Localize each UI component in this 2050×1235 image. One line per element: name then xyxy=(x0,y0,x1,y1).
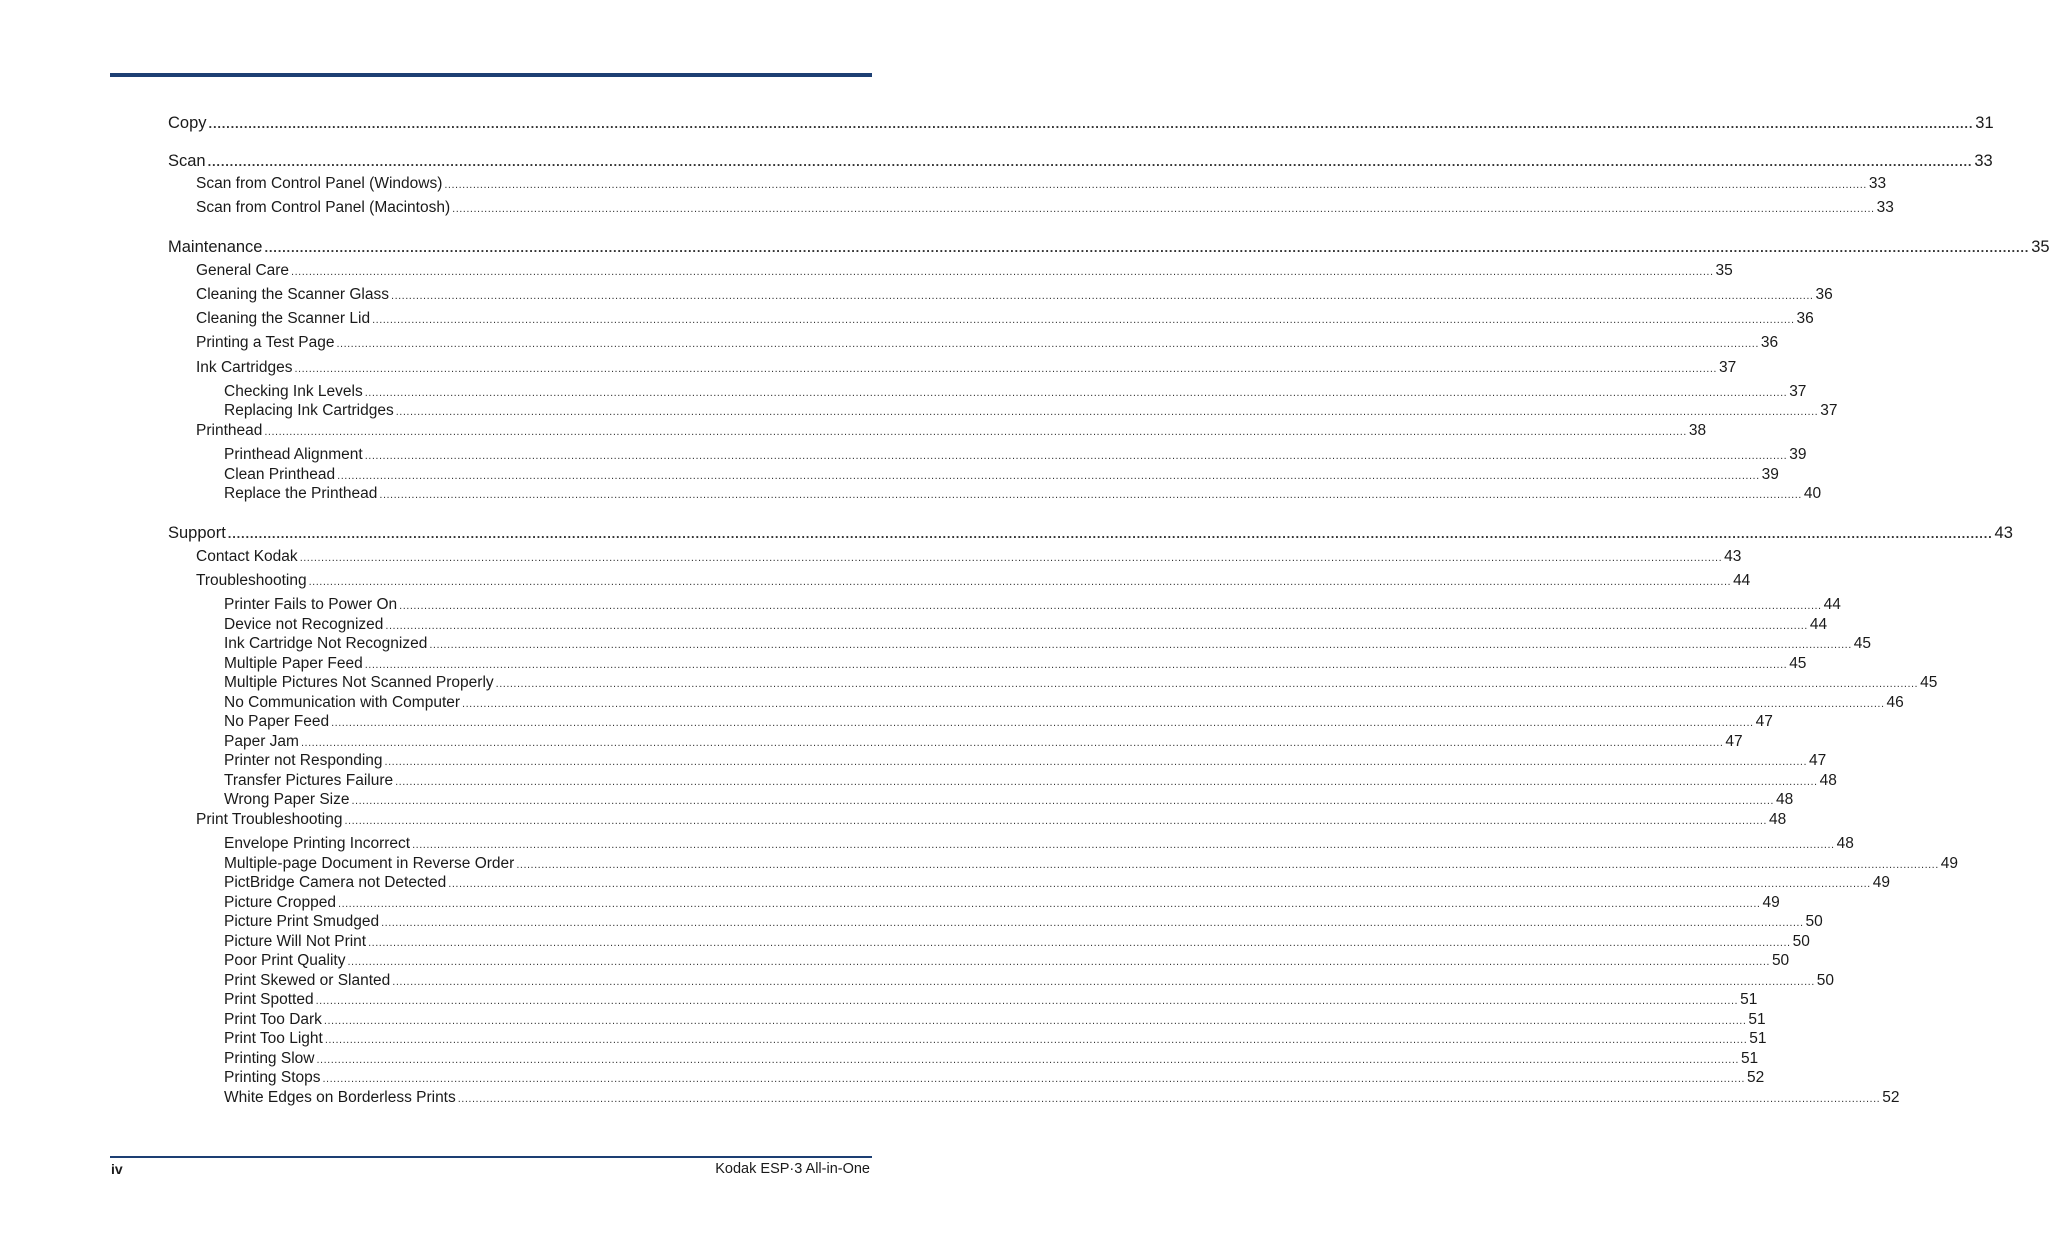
toc-entry[interactable] xyxy=(224,990,1758,1011)
toc-entry[interactable] xyxy=(224,854,1959,875)
toc-entry[interactable] xyxy=(168,523,2013,544)
toc-entry-page-number: 37 xyxy=(1820,402,1838,419)
toc-entry-label: Troubleshooting xyxy=(196,572,307,589)
dot-leader: ................................................................................................................................................................................................................................................................................................................................................................................................................ xyxy=(364,387,1788,399)
toc-entry[interactable] xyxy=(224,732,1743,753)
toc-entry-label: Printer not Responding xyxy=(224,752,383,769)
toc-entry-label: Multiple Pictures Not Scanned Properly xyxy=(224,674,494,691)
dot-leader: ................................................................................................................................................................................................................................................................................................................................................................................................................ xyxy=(315,995,1739,1007)
footer-rule xyxy=(110,1156,872,1158)
toc-entry[interactable] xyxy=(224,634,1872,655)
dot-leader: ................................................................................................................................................................................................................................................................................................................................................................................................................ xyxy=(207,154,1973,169)
dot-leader: ................................................................................................................................................................................................................................................................................................................................................................................................................ xyxy=(385,620,1808,632)
toc-entry-label: Print Spotted xyxy=(224,991,314,1008)
dot-leader: ................................................................................................................................................................................................................................................................................................................................................................................................................ xyxy=(264,426,1687,438)
toc-entry-label: Transfer Pictures Failure xyxy=(224,772,394,789)
toc-entry-label: General Care xyxy=(196,262,290,279)
toc-entry-label: Contact Kodak xyxy=(196,548,298,565)
dot-leader: ................................................................................................................................................................................................................................................................................................................................................................................................................ xyxy=(264,240,2030,255)
toc-entry-label: Printhead xyxy=(196,422,263,439)
toc-entry-page-number: 47 xyxy=(1809,752,1827,769)
toc-entry[interactable] xyxy=(224,1088,1900,1109)
dot-leader: ................................................................................................................................................................................................................................................................................................................................................................................................................ xyxy=(395,406,1819,418)
toc-entry-label: Printing Slow xyxy=(224,1050,315,1067)
dot-leader: ................................................................................................................................................................................................................................................................................................................................................................................................................ xyxy=(444,179,1867,191)
toc-entry[interactable] xyxy=(224,484,1822,505)
toc-entry-label: Print Too Light xyxy=(224,1030,323,1047)
dot-leader: ................................................................................................................................................................................................................................................................................................................................................................................................................ xyxy=(300,737,1724,749)
dot-leader: ................................................................................................................................................................................................................................................................................................................................................................................................................ xyxy=(381,917,1804,929)
dot-leader: ................................................................................................................................................................................................................................................................................................................................................................................................................ xyxy=(336,338,1759,350)
toc-entry[interactable] xyxy=(224,790,1794,811)
dot-leader: ................................................................................................................................................................................................................................................................................................................................................................................................................ xyxy=(384,756,1808,768)
dot-leader: ................................................................................................................................................................................................................................................................................................................................................................................................................ xyxy=(399,600,1822,612)
toc-entry[interactable] xyxy=(224,615,1828,636)
dot-leader: ................................................................................................................................................................................................................................................................................................................................................................................................................ xyxy=(331,717,1754,729)
toc-entry-label: Ink Cartridges xyxy=(196,359,293,376)
toc-entry-label: Envelope Printing Incorrect xyxy=(224,835,411,852)
toc-entry-label: Maintenance xyxy=(168,238,263,256)
dot-leader: ................................................................................................................................................................................................................................................................................................................................................................................................................ xyxy=(294,363,1717,375)
toc-entry-label: Ink Cartridge Not Recognized xyxy=(224,635,428,652)
toc-entry-page-number: 50 xyxy=(1816,972,1835,989)
dot-leader: ................................................................................................................................................................................................................................................................................................................................................................................................................ xyxy=(364,659,1788,671)
toc-entry-label: Picture Cropped xyxy=(224,894,337,911)
toc-entry-label: Cleaning the Scanner Lid xyxy=(196,310,371,327)
toc-entry-label: Print Too Dark xyxy=(224,1011,322,1028)
toc-entry-label: Scan from Control Panel (Windows) xyxy=(196,175,443,192)
toc-entry[interactable] xyxy=(196,309,1814,330)
toc-entry-label: Poor Print Quality xyxy=(224,952,346,969)
toc-entry[interactable] xyxy=(224,893,1780,914)
toc-entry[interactable] xyxy=(224,712,1773,733)
toc-entry-label: Multiple Paper Feed xyxy=(224,655,363,672)
toc-entry-label: Multiple-page Document in Reverse Order xyxy=(224,855,515,872)
toc-entry[interactable] xyxy=(168,151,1993,172)
toc-entry[interactable] xyxy=(224,873,1890,894)
dot-leader: ................................................................................................................................................................................................................................................................................................................................................................................................................ xyxy=(452,203,1875,215)
toc-entry[interactable] xyxy=(196,358,1737,379)
dot-leader: ................................................................................................................................................................................................................................................................................................................................................................................................................ xyxy=(429,639,1852,651)
toc-entry-page-number: 37 xyxy=(1718,359,1737,376)
toc-entry-label: Scan xyxy=(168,152,206,170)
toc-entry-page-number: 44 xyxy=(1823,596,1841,613)
dot-leader: ................................................................................................................................................................................................................................................................................................................................................................................................................ xyxy=(351,795,1774,807)
toc-entry-page-number: 44 xyxy=(1809,616,1828,633)
dot-leader: ................................................................................................................................................................................................................................................................................................................................................................................................................ xyxy=(395,776,1818,788)
toc-entry-page-number: 36 xyxy=(1796,310,1814,327)
toc-entry-label: No Communication with Computer xyxy=(224,694,461,711)
footer-page-number: iv xyxy=(111,1161,123,1177)
dot-leader: ................................................................................................................................................................................................................................................................................................................................................................................................................ xyxy=(457,1093,1881,1105)
toc-entry-label: Checking Ink Levels xyxy=(224,383,363,400)
toc-entry-label: Printer Fails to Power On xyxy=(224,596,398,613)
dot-leader: ................................................................................................................................................................................................................................................................................................................................................................................................................ xyxy=(368,937,1791,949)
toc-entry[interactable] xyxy=(196,261,1733,282)
toc-entry-page-number: 43 xyxy=(1724,548,1742,565)
toc-entry-page-number: 40 xyxy=(1803,485,1822,502)
toc-entry-page-number: 39 xyxy=(1761,466,1779,483)
toc-entry-label: Printing a Test Page xyxy=(196,334,335,351)
toc-entry-label: No Paper Feed xyxy=(224,713,330,730)
dot-leader: ................................................................................................................................................................................................................................................................................................................................................................................................................ xyxy=(208,116,1974,131)
toc-entry-page-number: 52 xyxy=(1882,1089,1900,1106)
toc-entry-label: Printhead Alignment xyxy=(224,446,363,463)
toc-entry-page-number: 33 xyxy=(1868,175,1887,192)
dot-leader: ................................................................................................................................................................................................................................................................................................................................................................................................................ xyxy=(299,552,1723,564)
toc-entry[interactable] xyxy=(196,547,1742,568)
toc-entry-page-number: 39 xyxy=(1789,446,1807,463)
header-rule xyxy=(110,73,872,77)
toc-entry-page-number: 48 xyxy=(1819,772,1837,789)
toc-entry[interactable] xyxy=(196,285,1833,306)
toc-entry[interactable] xyxy=(224,834,1854,855)
toc-entry-page-number: 48 xyxy=(1768,811,1787,828)
toc-entry-page-number: 51 xyxy=(1740,991,1758,1008)
toc-entry-label: Print Skewed or Slanted xyxy=(224,972,391,989)
toc-entry-label: Cleaning the Scanner Glass xyxy=(196,286,390,303)
toc-entry[interactable] xyxy=(224,932,1810,953)
toc-entry-label: PictBridge Camera not Detected xyxy=(224,874,447,891)
toc-entry-page-number: 48 xyxy=(1775,791,1794,808)
toc-entry-label: Device not Recognized xyxy=(224,616,384,633)
toc-entry-page-number: 48 xyxy=(1836,835,1854,852)
toc-entry[interactable] xyxy=(224,971,1835,992)
toc-entry-page-number: 44 xyxy=(1733,572,1751,589)
toc-entry-label: Wrong Paper Size xyxy=(224,791,350,808)
toc-entry-page-number: 51 xyxy=(1740,1050,1759,1067)
toc-entry-page-number: 49 xyxy=(1762,894,1780,911)
dot-leader: ................................................................................................................................................................................................................................................................................................................................................................................................................ xyxy=(227,526,1993,541)
toc-entry-page-number: 46 xyxy=(1886,694,1904,711)
toc-entry[interactable] xyxy=(196,421,1707,442)
dot-leader: ................................................................................................................................................................................................................................................................................................................................................................................................................ xyxy=(316,1054,1739,1066)
dot-leader: ................................................................................................................................................................................................................................................................................................................................................................................................................ xyxy=(412,839,1835,851)
dot-leader: ................................................................................................................................................................................................................................................................................................................................................................................................................ xyxy=(324,1034,1748,1046)
toc-entry-label: Picture Will Not Print xyxy=(224,933,367,950)
toc-entry-page-number: 43 xyxy=(1994,524,2013,542)
toc-entry[interactable] xyxy=(224,465,1779,486)
toc-entry-page-number: 52 xyxy=(1746,1069,1765,1086)
toc-entry[interactable] xyxy=(224,654,1807,675)
toc-entry-label: Paper Jam xyxy=(224,733,299,750)
toc-entry-page-number: 36 xyxy=(1815,286,1833,303)
toc-entry-page-number: 37 xyxy=(1789,383,1807,400)
toc-entry-page-number: 33 xyxy=(1876,199,1894,216)
dot-leader: ................................................................................................................................................................................................................................................................................................................................................................................................................ xyxy=(391,290,1814,302)
toc-entry[interactable] xyxy=(224,1010,1766,1031)
toc-entry[interactable] xyxy=(168,237,2050,258)
toc-entry-page-number: 35 xyxy=(2031,238,2050,256)
toc-entry-page-number: 50 xyxy=(1805,913,1823,930)
toc-entry[interactable] xyxy=(168,113,1994,134)
toc-entry-page-number: 50 xyxy=(1792,933,1810,950)
toc-entry[interactable] xyxy=(196,333,1779,354)
dot-leader: ................................................................................................................................................................................................................................................................................................................................................................................................................ xyxy=(322,1073,1745,1085)
toc-entry-page-number: 45 xyxy=(1920,674,1938,691)
toc-entry[interactable] xyxy=(224,1029,1767,1050)
toc-entry-page-number: 51 xyxy=(1749,1030,1767,1047)
dot-leader: ................................................................................................................................................................................................................................................................................................................................................................................................................ xyxy=(347,956,1770,968)
toc-entry-page-number: 31 xyxy=(1975,114,1994,132)
dot-leader: ................................................................................................................................................................................................................................................................................................................................................................................................................ xyxy=(338,898,1761,910)
toc-entry-page-number: 51 xyxy=(1748,1011,1766,1028)
dot-leader: ................................................................................................................................................................................................................................................................................................................................................................................................................ xyxy=(379,489,1802,501)
toc-entry[interactable] xyxy=(224,912,1823,933)
toc-entry[interactable] xyxy=(196,174,1887,195)
toc-entry-page-number: 33 xyxy=(1974,152,1993,170)
toc-entry-page-number: 45 xyxy=(1789,655,1807,672)
toc-entry-page-number: 47 xyxy=(1755,713,1773,730)
footer-product-name: Kodak ESP·3 All-in-One xyxy=(715,1161,870,1177)
dot-leader: ................................................................................................................................................................................................................................................................................................................................................................................................................ xyxy=(392,976,1815,988)
toc-entry-label: White Edges on Borderless Prints xyxy=(224,1089,456,1106)
dot-leader: ................................................................................................................................................................................................................................................................................................................................................................................................................ xyxy=(323,1015,1747,1027)
toc-entry-label: Clean Printhead xyxy=(224,466,336,483)
toc-entry[interactable] xyxy=(224,401,1838,422)
toc-entry[interactable] xyxy=(224,1049,1759,1070)
dot-leader: ................................................................................................................................................................................................................................................................................................................................................................................................................ xyxy=(364,450,1788,462)
toc-entry[interactable] xyxy=(224,1068,1765,1089)
toc-entry[interactable] xyxy=(196,571,1751,592)
toc-entry[interactable] xyxy=(224,595,1841,616)
toc-entry[interactable] xyxy=(224,382,1807,403)
toc-entry-label: Printing Stops xyxy=(224,1069,321,1086)
dot-leader: ................................................................................................................................................................................................................................................................................................................................................................................................................ xyxy=(337,470,1760,482)
toc-entry[interactable] xyxy=(196,198,1894,219)
dot-leader: ................................................................................................................................................................................................................................................................................................................................................................................................................ xyxy=(344,815,1767,827)
toc-entry-page-number: 47 xyxy=(1725,733,1743,750)
toc-entry-label: Replacing Ink Cartridges xyxy=(224,402,394,419)
toc-entry[interactable] xyxy=(224,771,1837,792)
dot-leader: ................................................................................................................................................................................................................................................................................................................................................................................................................ xyxy=(308,576,1732,588)
toc-entry-label: Copy xyxy=(168,114,207,132)
toc-entry-label: Scan from Control Panel (Macintosh) xyxy=(196,199,451,216)
toc-entry[interactable] xyxy=(224,693,1904,714)
toc-entry[interactable] xyxy=(224,951,1790,972)
toc-entry-label: Replace the Printhead xyxy=(224,485,378,502)
toc-entry-page-number: 49 xyxy=(1940,855,1959,872)
toc-entry-page-number: 49 xyxy=(1872,874,1890,891)
dot-leader: ................................................................................................................................................................................................................................................................................................................................................................................................................ xyxy=(291,266,1714,278)
dot-leader: ................................................................................................................................................................................................................................................................................................................................................................................................................ xyxy=(516,859,1939,871)
toc-entry-page-number: 35 xyxy=(1715,262,1733,279)
toc-entry-page-number: 50 xyxy=(1771,952,1790,969)
toc-entry[interactable] xyxy=(224,673,1938,694)
toc-entry-label: Support xyxy=(168,524,226,542)
toc-entry-page-number: 38 xyxy=(1688,422,1707,439)
toc-entry-label: Picture Print Smudged xyxy=(224,913,380,930)
toc-entry-label: Print Troubleshooting xyxy=(196,811,343,828)
dot-leader: ................................................................................................................................................................................................................................................................................................................................................................................................................ xyxy=(448,878,1871,890)
dot-leader: ................................................................................................................................................................................................................................................................................................................................................................................................................ xyxy=(462,698,1885,710)
dot-leader: ................................................................................................................................................................................................................................................................................................................................................................................................................ xyxy=(372,314,1795,326)
toc-entry-page-number: 45 xyxy=(1853,635,1872,652)
dot-leader: ................................................................................................................................................................................................................................................................................................................................................................................................................ xyxy=(495,678,1919,690)
toc-entry-page-number: 36 xyxy=(1760,334,1779,351)
toc-entry[interactable] xyxy=(224,445,1807,466)
toc-entry[interactable] xyxy=(224,751,1827,772)
toc-entry[interactable] xyxy=(196,810,1787,831)
